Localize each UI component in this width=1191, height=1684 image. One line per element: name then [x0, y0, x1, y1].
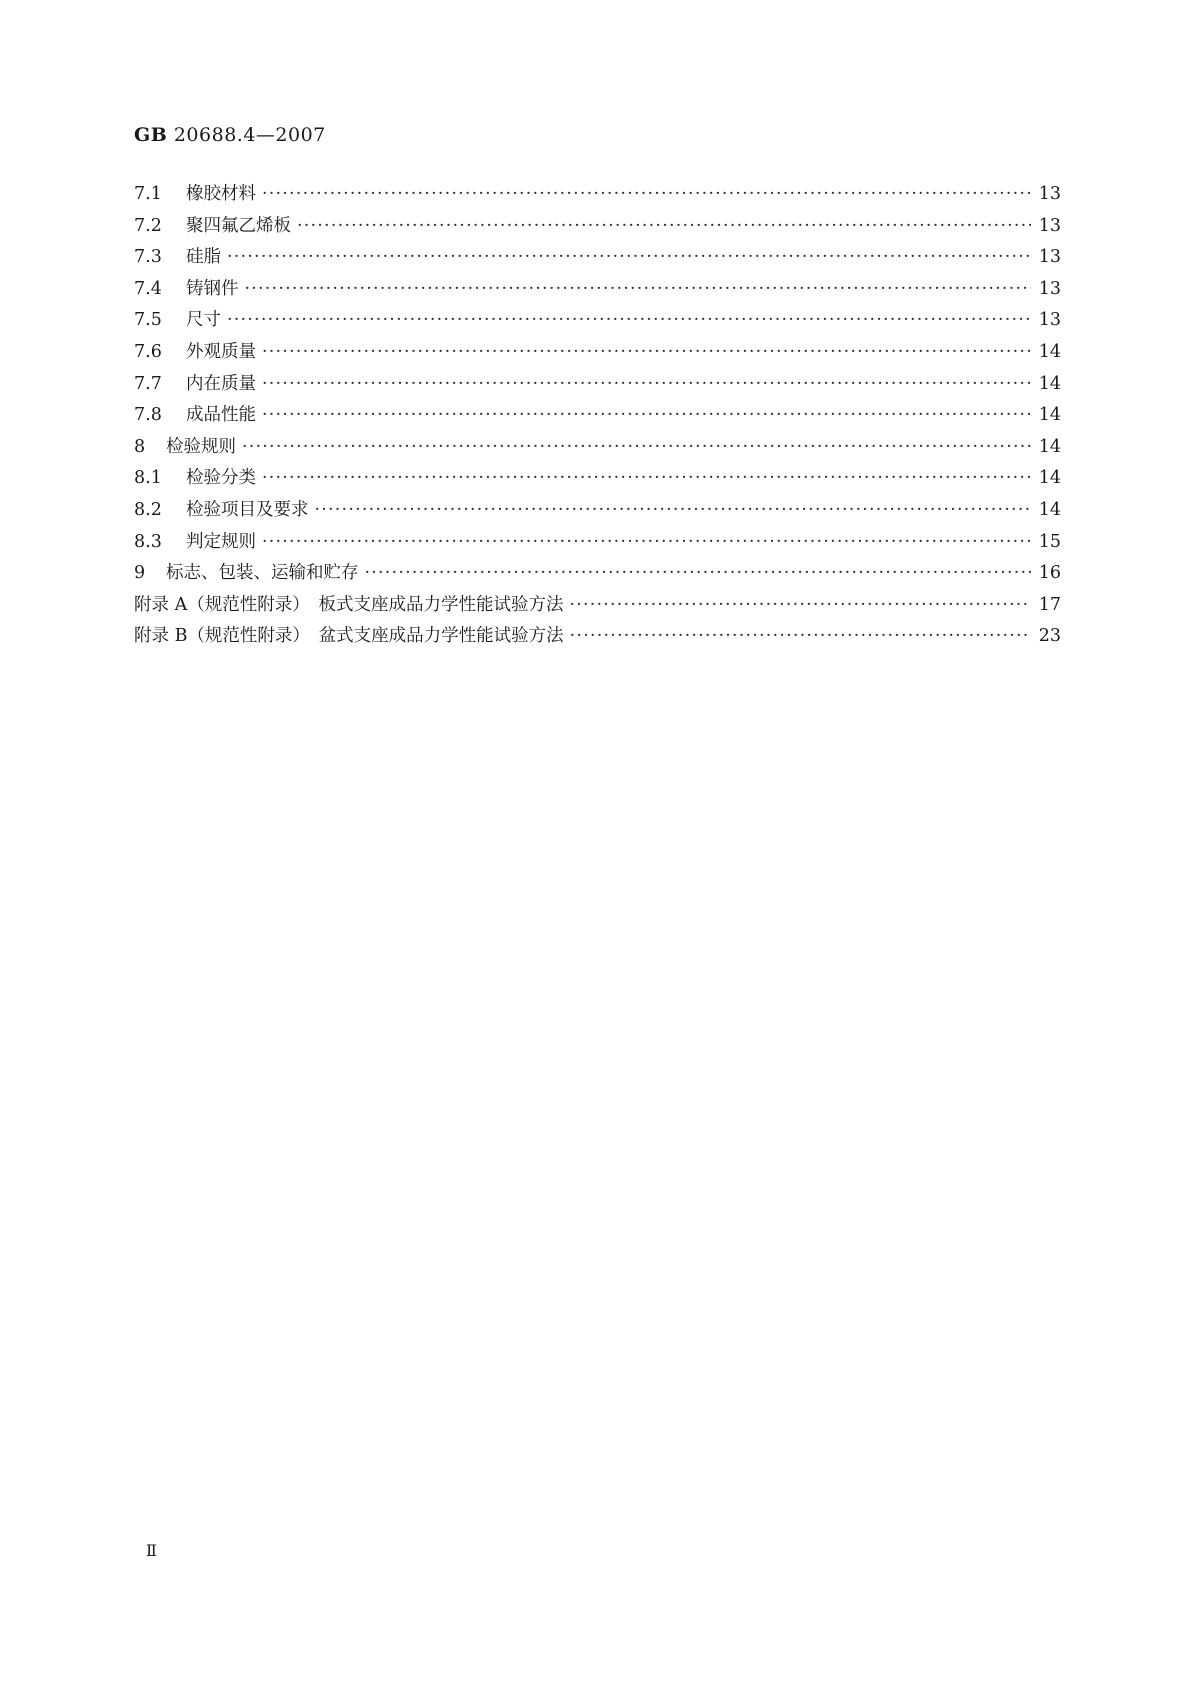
toc-entry-page: 13 [1038, 184, 1061, 204]
toc-entry-page: 14 [1038, 468, 1061, 489]
toc-entry-page: 14 [1038, 373, 1061, 394]
toc-entry-title: 内在质量 [186, 373, 256, 394]
toc-entry-number: 8.1 [134, 468, 162, 489]
toc-entry[interactable] [134, 433, 1061, 465]
toc-entry[interactable] [134, 212, 1061, 244]
toc-entry-title: 橡胶材料 [186, 184, 256, 204]
toc-entry-number: 7.4 [134, 278, 162, 299]
toc-dot-leader [262, 184, 1031, 204]
toc-entry[interactable] [134, 243, 1061, 275]
toc-dot-leader [365, 563, 1032, 583]
toc-entry-title: 附录 A（规范性附录） 板式支座成品力学性能试验方法 [134, 594, 564, 615]
toc-entry-title: 检验项目及要求 [186, 499, 309, 520]
toc-entry-number: 7.8 [134, 405, 162, 426]
toc-entry-title: 附录 B（规范性附录） 盆式支座成品力学性能试验方法 [134, 626, 564, 647]
toc-dot-leader [227, 310, 1031, 330]
toc-entry-number: 7.6 [134, 341, 162, 362]
toc-entry-page: 13 [1038, 247, 1061, 268]
toc-entry-page: 14 [1038, 499, 1061, 520]
toc-entry-number: 7.3 [134, 247, 162, 268]
toc-entry-page: 16 [1038, 563, 1061, 584]
standard-prefix: GB [134, 124, 168, 146]
toc-entry-page: 13 [1038, 215, 1061, 236]
toc-entry-title: 成品性能 [186, 405, 256, 426]
toc-entry-title: 检验规则 [166, 436, 236, 457]
toc-dot-leader [227, 247, 1031, 267]
toc-entry-number: 8.3 [134, 531, 162, 552]
table-of-contents [134, 180, 1061, 654]
toc-entry-number: 7.1 [134, 184, 162, 204]
page-number: Ⅱ [146, 1541, 157, 1560]
toc-entry-appendix-a[interactable] [134, 591, 1061, 623]
toc-entry[interactable] [134, 180, 1061, 212]
toc-dot-leader [242, 437, 1031, 457]
toc-dot-leader [570, 626, 1031, 646]
toc-entry-page: 14 [1038, 436, 1061, 457]
toc-dot-leader [569, 595, 1031, 615]
standard-code: 20688.4—2007 [173, 124, 326, 146]
toc-entry-number: 7.7 [134, 373, 162, 394]
toc-dot-leader [315, 500, 1032, 520]
toc-dot-leader [262, 532, 1031, 552]
toc-entry[interactable] [134, 401, 1061, 433]
toc-entry[interactable] [134, 275, 1061, 307]
toc-entry-number: 7.5 [134, 310, 162, 331]
toc-dot-leader [262, 468, 1031, 488]
toc-entry-title: 硅脂 [186, 247, 221, 268]
toc-entry-title: 检验分类 [186, 468, 256, 489]
document-header [134, 124, 326, 146]
toc-entry-page: 23 [1038, 626, 1061, 647]
toc-entry[interactable] [134, 496, 1061, 528]
toc-entry-page: 15 [1038, 531, 1061, 552]
toc-entry-number: 7.2 [134, 215, 162, 236]
toc-entry[interactable] [134, 464, 1061, 496]
toc-entry-page: 13 [1038, 278, 1061, 299]
toc-entry-title: 外观质量 [186, 341, 256, 362]
toc-dot-leader [297, 216, 1031, 236]
toc-entry-title: 聚四氟乙烯板 [186, 215, 291, 236]
toc-entry-number: 8 [134, 436, 146, 457]
toc-entry[interactable] [134, 528, 1061, 560]
toc-entry-page: 14 [1038, 341, 1061, 362]
toc-entry-page: 17 [1038, 594, 1061, 615]
toc-dot-leader [262, 342, 1031, 362]
toc-dot-leader [245, 279, 1032, 299]
toc-dot-leader [262, 374, 1031, 394]
toc-entry-number: 8.2 [134, 499, 162, 520]
toc-entry-page: 14 [1038, 405, 1061, 426]
toc-entry[interactable] [134, 338, 1061, 370]
toc-entry-appendix-b[interactable] [134, 622, 1061, 654]
toc-entry-title: 尺寸 [186, 310, 221, 331]
toc-entry[interactable] [134, 559, 1061, 591]
toc-entry-number: 9 [134, 563, 146, 584]
toc-entry[interactable] [134, 306, 1061, 338]
toc-dot-leader [262, 405, 1031, 425]
toc-entry-title: 标志、包装、运输和贮存 [166, 563, 359, 584]
toc-entry-page: 13 [1038, 310, 1061, 331]
toc-entry[interactable] [134, 370, 1061, 402]
toc-entry-title: 判定规则 [186, 531, 256, 552]
toc-entry-title: 铸钢件 [186, 278, 239, 299]
